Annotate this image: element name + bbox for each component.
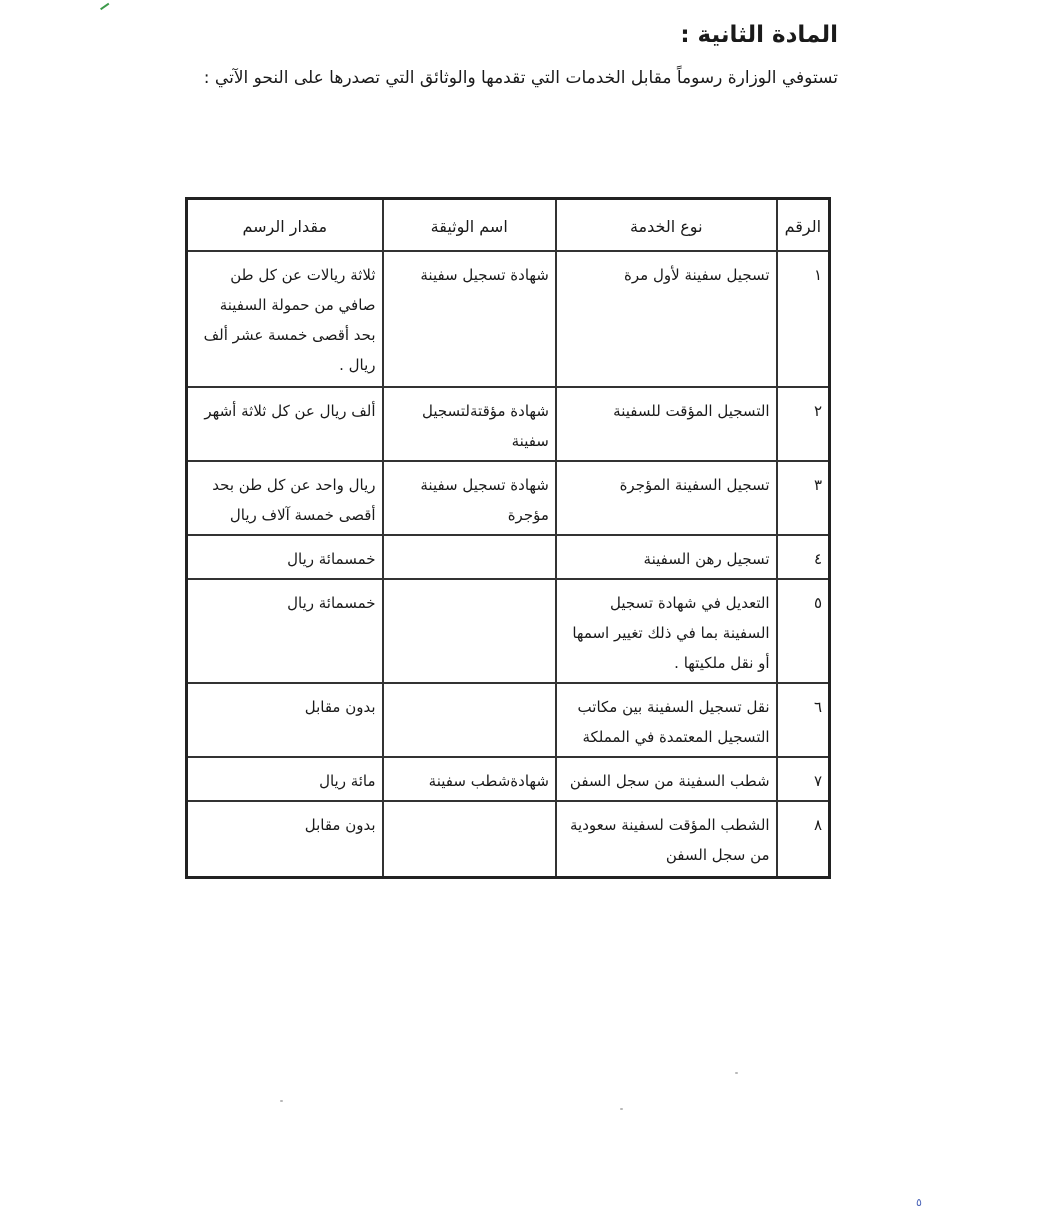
header-document-name: اسم الوثيقة bbox=[383, 199, 556, 252]
row-document: شهادة تسجيل سفينة مؤجرة bbox=[383, 461, 556, 535]
scan-speck bbox=[280, 1100, 283, 1102]
row-fee: خمسمائة ريال bbox=[187, 535, 383, 579]
row-number: ٦ bbox=[777, 683, 830, 757]
header-service-type: نوع الخدمة bbox=[556, 199, 777, 252]
row-fee: ثلاثة ريالات عن كل طن صافي من حمولة السفينة بحد أقصى خمسة عشر ألف ريال . bbox=[187, 251, 383, 387]
table-row bbox=[187, 251, 830, 387]
row-number: ٨ bbox=[777, 801, 830, 877]
article-heading: المادة الثانية : bbox=[680, 22, 838, 48]
row-service: التعديل في شهادة تسجيل السفينة بما في ذلك تغيير اسمها أو نقل ملكيتها . bbox=[556, 579, 777, 683]
table-row bbox=[187, 579, 830, 683]
page-number: ٥ bbox=[916, 1196, 922, 1209]
row-document bbox=[383, 801, 556, 877]
row-number: ٤ bbox=[777, 535, 830, 579]
row-document bbox=[383, 579, 556, 683]
row-number: ٣ bbox=[777, 461, 830, 535]
row-service: شطب السفينة من سجل السفن bbox=[556, 757, 777, 801]
header-number: الرقم bbox=[777, 199, 830, 252]
row-number: ٢ bbox=[777, 387, 830, 461]
fees-table bbox=[185, 197, 831, 879]
row-fee: بدون مقابل bbox=[187, 801, 383, 877]
table-row bbox=[187, 801, 830, 877]
row-number: ٥ bbox=[777, 579, 830, 683]
row-document: شهادة تسجيل سفينة bbox=[383, 251, 556, 387]
table-header-row bbox=[187, 199, 830, 252]
table-row bbox=[187, 535, 830, 579]
row-document: شهادةشطب سفينة bbox=[383, 757, 556, 801]
row-document: شهادة مؤقتةلتسجيل سفينة bbox=[383, 387, 556, 461]
corner-ink-mark bbox=[97, 0, 110, 10]
row-fee: ألف ريال عن كل ثلاثة أشهر bbox=[187, 387, 383, 461]
row-number: ٧ bbox=[777, 757, 830, 801]
row-service: نقل تسجيل السفينة بين مكاتب التسجيل المعتمدة في المملكة bbox=[556, 683, 777, 757]
row-number: ١ bbox=[777, 251, 830, 387]
row-service: تسجيل رهن السفينة bbox=[556, 535, 777, 579]
row-document bbox=[383, 535, 556, 579]
table-row bbox=[187, 683, 830, 757]
row-fee: خمسمائة ريال bbox=[187, 579, 383, 683]
table-row bbox=[187, 757, 830, 801]
scan-speck bbox=[735, 1072, 738, 1074]
scan-speck bbox=[620, 1108, 623, 1110]
row-document bbox=[383, 683, 556, 757]
row-fee: مائة ريال bbox=[187, 757, 383, 801]
table-row bbox=[187, 387, 830, 461]
row-fee: بدون مقابل bbox=[187, 683, 383, 757]
row-service: تسجيل سفينة لأول مرة bbox=[556, 251, 777, 387]
row-fee: ريال واحد عن كل طن بحد أقصى خمسة آلاف ريال bbox=[187, 461, 383, 535]
table-row bbox=[187, 461, 830, 535]
header-fee-amount: مقدار الرسم bbox=[187, 199, 383, 252]
row-service: تسجيل السفينة المؤجرة bbox=[556, 461, 777, 535]
article-intro-paragraph: تستوفي الوزارة رسوماً مقابل الخدمات التي تقدمها والوثائق التي تصدرها على النحو الآتي : bbox=[203, 68, 838, 88]
row-service: التسجيل المؤقت للسفينة bbox=[556, 387, 777, 461]
row-service: الشطب المؤقت لسفينة سعودية من سجل السفن bbox=[556, 801, 777, 877]
